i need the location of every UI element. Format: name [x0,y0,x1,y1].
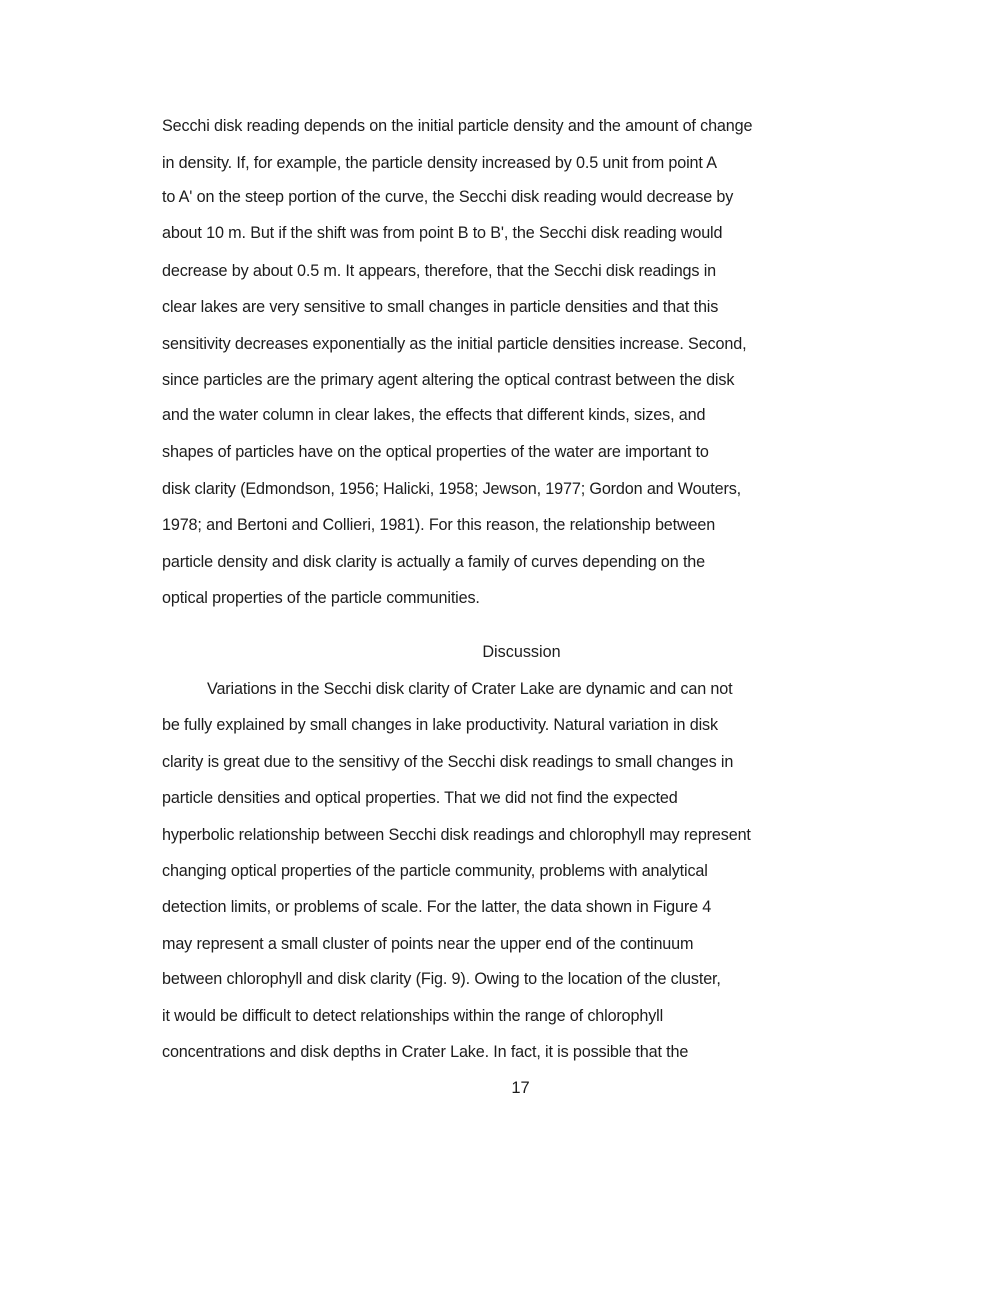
text-line: shapes of particles have on the optical properties of the water are important to [162,443,709,461]
text-line: to A' on the steep portion of the curve, the Secchi disk reading would decrease by [162,188,734,206]
text-line: it would be difficult to detect relationships within the range of chlorophyll [162,1007,664,1025]
text-line: particle density and disk clarity is actually a family of curves depending on the [162,553,706,571]
section-heading: Discussion [482,643,561,661]
text-line: hyperbolic relationship between Secchi disk readings and chlorophyll may represent [162,826,751,844]
text-line: sensitivity decreases exponentially as the initial particle densities increase. Second, [162,335,747,353]
text-line: in density. If, for example, the particle density increased by 0.5 unit from point A [162,154,717,172]
text-line: particle densities and optical properties. That we did not find the expected [162,789,678,807]
text-line: Variations in the Secchi disk clarity of Crater Lake are dynamic and can not [207,680,733,698]
text-line: may represent a small cluster of points near the upper end of the continuum [162,935,694,953]
text-line: detection limits, or problems of scale. For the latter, the data shown in Figure 4 [162,898,712,916]
text-line: about 10 m. But if the shift was from point B to B', the Secchi disk reading would [162,224,723,242]
text-line: decrease by about 0.5 m. It appears, therefore, that the Secchi disk readings in [162,262,716,280]
page-number: 17 [511,1079,530,1097]
text-line: since particles are the primary agent altering the optical contrast between the disk [162,371,735,389]
text-line: Secchi disk reading depends on the initial particle density and the amount of change [162,117,753,135]
text-line: clear lakes are very sensitive to small changes in particle densities and that this [162,298,719,316]
text-line: clarity is great due to the sensitivy of the Secchi disk readings to small changes in [162,753,734,771]
text-line: 1978; and Bertoni and Collieri, 1981). For this reason, the relationship between [162,516,716,534]
text-line: optical properties of the particle communities. [162,589,480,607]
text-line: concentrations and disk depths in Crater Lake. In fact, it is possible that the [162,1043,689,1061]
text-line: be fully explained by small changes in lake productivity. Natural variation in disk [162,716,718,734]
text-line: between chlorophyll and disk clarity (Fig. 9). Owing to the location of the cluster, [162,970,721,988]
text-line: changing optical properties of the particle community, problems with analytical [162,862,708,880]
text-line: and the water column in clear lakes, the effects that different kinds, sizes, and [162,406,706,424]
text-line: disk clarity (Edmondson, 1956; Halicki, 1958; Jewson, 1977; Gordon and Wouters, [162,480,742,498]
